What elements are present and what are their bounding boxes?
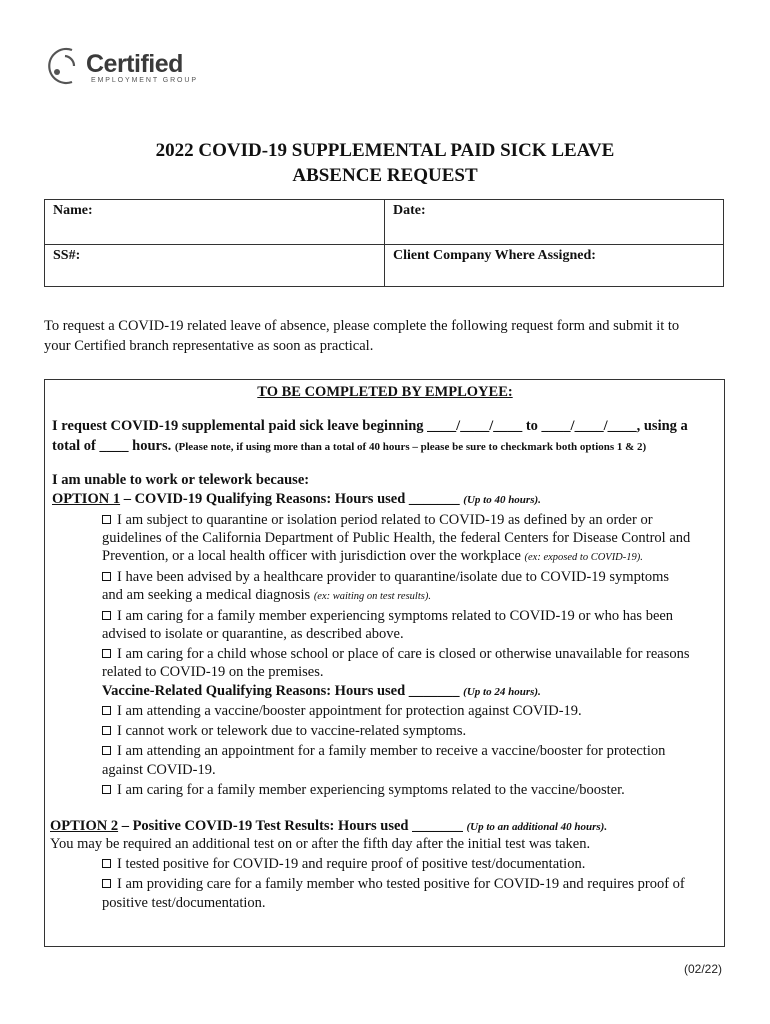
checkbox-label-cont xyxy=(102,587,431,604)
option2-label: OPTION 2 xyxy=(50,818,119,834)
ss-number-field[interactable]: SS#: xyxy=(53,248,81,263)
checkbox-icon[interactable] xyxy=(102,746,111,755)
date-field[interactable]: Date: xyxy=(393,203,426,218)
vaccine-hours-used[interactable]: Vaccine-Related Qualifying Reasons: Hours used _______ xyxy=(102,683,460,699)
checkbox-label: I am attending an appointment for a family member to receive a vaccine/booster for protection xyxy=(117,743,666,759)
unable-to-work-heading: I am unable to work or telework because: xyxy=(52,472,310,488)
checkbox-label: I am subject to quarantine or isolation period related to COVID-19 as defined by an order or xyxy=(117,512,653,528)
option2-hours-used[interactable]: – Positive COVID-19 Test Results: Hours used _______ xyxy=(121,818,463,834)
vaccine-note: (Up to 24 hours). xyxy=(463,686,541,698)
checkbox-icon[interactable] xyxy=(102,649,111,658)
checkbox-vaccine-family-symptoms[interactable] xyxy=(102,782,625,799)
logo-subtitle: EMPLOYMENT GROUP xyxy=(91,77,198,84)
option2-note: (Up to an additional 40 hours). xyxy=(466,821,608,833)
checkbox-vaccine-family-appointment[interactable] xyxy=(102,743,665,760)
intro-paragraph xyxy=(44,316,734,356)
checkbox-healthcare-advised[interactable] xyxy=(102,569,669,586)
checkbox-label-cont: against COVID-19. xyxy=(102,762,216,778)
checkbox-label: I tested positive for COVID-19 and require proof of positive test/documentation. xyxy=(117,856,586,872)
checkbox-label-cont: advised to isolate or quarantine, as described above. xyxy=(102,626,404,642)
checkbox-label: I cannot work or telework due to vaccine-related symptoms. xyxy=(117,723,467,739)
checkbox-icon[interactable] xyxy=(102,785,111,794)
hours-note: (Please note, if using more than a total of 40 hours – please be sure to checkmark both options 1 & 2) xyxy=(174,441,647,453)
example-note: (ex: waiting on test results). xyxy=(313,591,431,602)
checkbox-label: I am attending a vaccine/booster appointment for protection against COVID-19. xyxy=(117,703,582,719)
certified-logo-icon xyxy=(44,44,84,88)
form-revision-code: (02/22) xyxy=(684,962,723,976)
example-note: (ex: exposed to COVID-19). xyxy=(524,552,643,563)
form-title-line2: ABSENCE REQUEST xyxy=(292,165,478,186)
table-divider xyxy=(45,244,723,245)
name-field[interactable]: Name: xyxy=(53,203,93,218)
logo-wordmark: Certified xyxy=(86,50,183,78)
checkbox-label: I am caring for a child whose school or place of care is closed or otherwise unavailable for reasons xyxy=(117,646,690,662)
company-logo xyxy=(44,44,204,90)
checkbox-label: I am providing care for a family member who tested positive for COVID-19 and requires proof of xyxy=(117,876,685,892)
checkbox-icon[interactable] xyxy=(102,572,111,581)
checkbox-icon[interactable] xyxy=(102,859,111,868)
employee-section-header: TO BE COMPLETED BY EMPLOYEE: xyxy=(257,384,513,400)
checkbox-icon[interactable] xyxy=(102,726,111,735)
client-company-field[interactable]: Client Company Where Assigned: xyxy=(393,248,596,263)
total-hours-text: total of ____ hours. xyxy=(52,438,172,454)
option2-subtext: You may be required an additional test on or after the fifth day after the initial test was taken. xyxy=(50,836,591,852)
checkbox-icon[interactable] xyxy=(102,515,111,524)
checkbox-icon[interactable] xyxy=(102,611,111,620)
checkbox-label: and am seeking a medical diagnosis xyxy=(102,587,311,603)
employee-info-table xyxy=(44,199,724,287)
intro-line: your Certified branch representative as soon as practical. xyxy=(44,338,374,354)
checkbox-label-cont: guidelines of the California Department of Public Health, the federal Centers for Disease Control and xyxy=(102,530,691,546)
form-title-line1: 2022 COVID-19 SUPPLEMENTAL PAID SICK LEAVE xyxy=(155,140,615,161)
checkbox-label-cont: related to COVID-19 on the premises. xyxy=(102,664,324,680)
request-line-1[interactable]: I request COVID-19 supplemental paid sick leave beginning ____/____/____ to ____/____/____, using a xyxy=(52,418,688,434)
checkbox-tested-positive[interactable] xyxy=(102,856,585,873)
checkbox-vaccine-appointment[interactable] xyxy=(102,703,582,720)
option1-hours-used[interactable]: – COVID-19 Qualifying Reasons: Hours used _______ xyxy=(123,491,460,507)
checkbox-vaccine-symptoms[interactable] xyxy=(102,723,466,740)
checkbox-caring-family[interactable] xyxy=(102,608,673,625)
option1-note: (Up to 40 hours). xyxy=(463,494,541,506)
checkbox-caring-child[interactable] xyxy=(102,646,690,663)
table-divider xyxy=(384,200,385,286)
checkbox-icon[interactable] xyxy=(102,706,111,715)
checkbox-caring-positive-family[interactable] xyxy=(102,876,685,893)
checkbox-icon[interactable] xyxy=(102,879,111,888)
checkbox-quarantine-order[interactable] xyxy=(102,512,653,529)
request-line-2[interactable] xyxy=(52,438,646,455)
option1-label: OPTION 1 xyxy=(52,491,121,507)
checkbox-label: I am caring for a family member experiencing symptoms related to the vaccine/booster. xyxy=(117,782,625,798)
checkbox-label-cont: positive test/documentation. xyxy=(102,895,266,911)
checkbox-label: Prevention, or a local health officer with jurisdiction over the workplace xyxy=(102,548,521,564)
checkbox-label: I am caring for a family member experiencing symptoms related to COVID-19 or who has been xyxy=(117,608,674,624)
vaccine-heading xyxy=(102,683,541,700)
checkbox-label-cont xyxy=(102,548,643,565)
intro-line: To request a COVID-19 related leave of absence, please complete the following request form and submit it to xyxy=(44,318,680,334)
checkbox-label: I have been advised by a healthcare provider to quarantine/isolate due to COVID-19 symptoms xyxy=(117,569,670,585)
option2-heading xyxy=(50,818,607,835)
option1-heading xyxy=(52,491,541,508)
